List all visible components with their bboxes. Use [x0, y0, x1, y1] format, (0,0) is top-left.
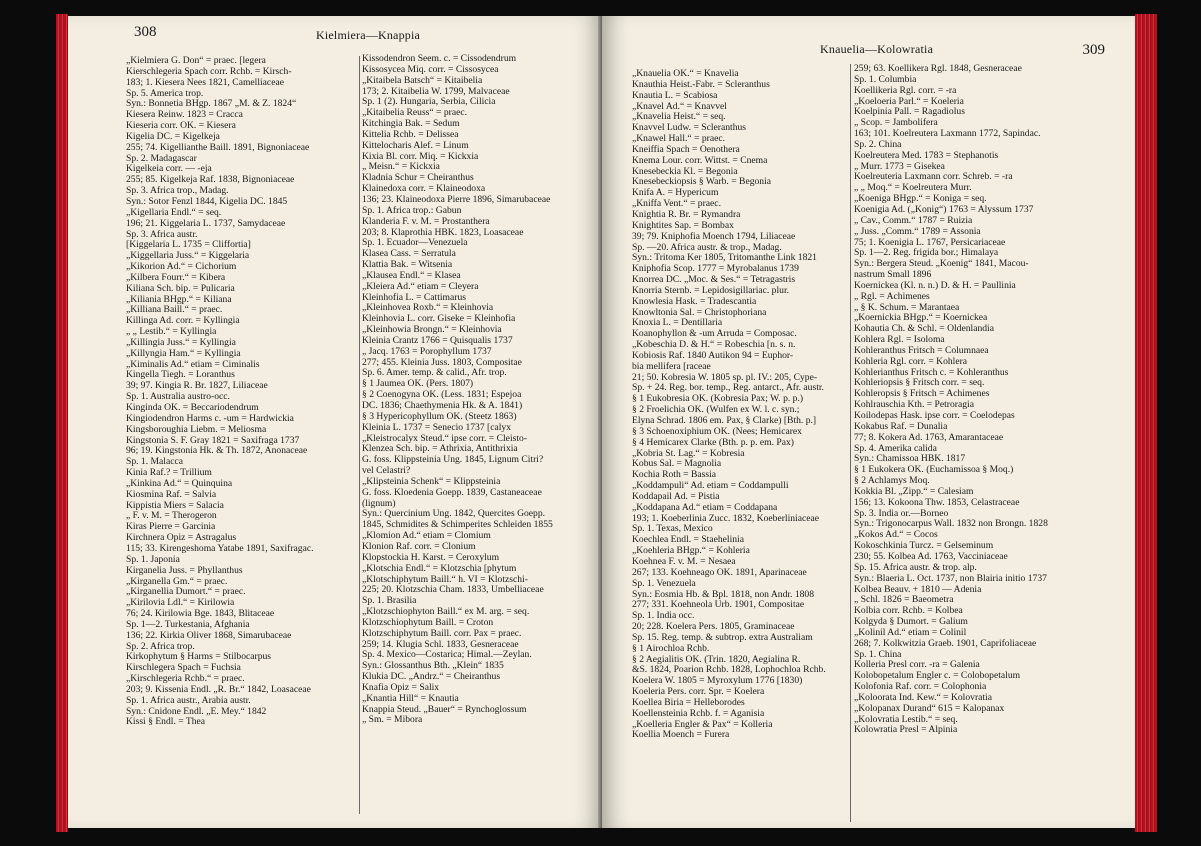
- dictionary-line: Kierschlegeria Spach corr. Rchb. = Kirsch-: [126, 66, 292, 77]
- dictionary-line: Kigelkeia corr. — -eja: [126, 164, 212, 175]
- dictionary-line: Kinginda OK. = Beccariodendrum: [126, 403, 259, 413]
- dictionary-line: „Kolovratia Lestib.“ = seq.: [854, 714, 958, 725]
- dictionary-line: Kirschlegera Spach = Fuchsia: [126, 663, 241, 674]
- dictionary-line: Kohleria Rgl. corr. = Kohlera: [854, 356, 968, 367]
- dictionary-line: „Koehleria BHgp.“ = Kohleria: [632, 546, 750, 557]
- dictionary-line: Sp. 1. Japonia: [126, 554, 180, 565]
- dictionary-line: Kohlrauschia Kth. = Petroragia: [854, 400, 974, 411]
- dictionary-line: Sp. 3. India or.—Borneo: [854, 508, 949, 519]
- dictionary-line: Knautia L. = Scabiosa: [632, 90, 718, 101]
- dictionary-line: § 2 Coenogyna OK. (Less. 1831; Espejoa: [362, 390, 522, 401]
- dictionary-line: „Killyngia Ham.“ = Kyllingia: [126, 348, 241, 359]
- dictionary-line: § 2 Aegialitis OK. (Trin. 1820, Aegialina R.: [632, 654, 801, 665]
- dictionary-line: Syn.: Chamissoa HBK. 1817: [854, 454, 966, 465]
- dictionary-line: 156; 13. Kokoona Thw. 1853, Celastraceae: [854, 497, 1020, 508]
- dictionary-line: 203; 8. Klaprothia HBK. 1823, Loasaceae: [362, 227, 524, 238]
- dictionary-line: Knesebeckiopsis § Warb. = Begonia: [632, 177, 772, 188]
- dictionary-line: Sp. 1—2. Reg. frigida bor.; Himalaya: [854, 248, 999, 259]
- dictionary-line: „Kiminalis Ad.“ etiam = Ciminalis: [126, 359, 260, 370]
- dictionary-line: nastrum Small 1896: [854, 270, 932, 281]
- dictionary-line: 267; 133. Koehneago OK. 1891, Aparinaceae: [632, 567, 807, 578]
- page-number: 308: [134, 24, 157, 40]
- dictionary-line: „ F. v. M. = Therogeron: [126, 511, 217, 522]
- book-edge-right: [1135, 14, 1157, 832]
- book-edge-left: [56, 14, 68, 832]
- dictionary-line: Koenigia Ad. („Konig“) 1763 = Alyssum 1737: [854, 204, 1034, 215]
- dictionary-line: Kissosycea Miq. corr. = Cissosycea: [362, 64, 499, 75]
- dictionary-line: 259; 63. Koellikera Rgl. 1848, Gesneraceae: [854, 64, 1022, 74]
- dictionary-line: Killinga Ad. corr. = Kyllingia: [126, 316, 240, 327]
- dictionary-line: Kolofonia Raf. corr. = Colophonia: [854, 682, 987, 693]
- dictionary-line: Knema Lour. corr. Wittst. = Cnema: [632, 155, 768, 166]
- left-column-1: [126, 56, 358, 728]
- dictionary-line: § 1 Eukobresia OK. (Kobresia Pax; W. p. p.): [632, 394, 804, 405]
- dictionary-line: 259; 14. Klugia Schl. 1833, Gesneraceae: [362, 639, 519, 650]
- dictionary-line: „Klotschia Endl.“ = Klotzschia [phytum: [362, 563, 517, 574]
- dictionary-line: Kleinhofia L. = Cattimarus: [362, 292, 466, 303]
- dictionary-line: Kirchnera Opiz = Astragalus: [126, 533, 237, 544]
- column-divider: [850, 64, 851, 822]
- dictionary-line: Klukia DC. „Andrz.“ = Cheiranthus: [362, 672, 501, 683]
- dictionary-line: 76; 24. Kirilowia Bge. 1843, Blitaceae: [126, 609, 275, 620]
- dictionary-line: 193; 1. Koeberlinia Zucc. 1832, Koeberliniaceae: [632, 513, 820, 524]
- dictionary-line: Kieseria corr. OK. = Kiesera: [126, 121, 236, 132]
- page-number: 309: [1082, 42, 1105, 58]
- right-page: [602, 16, 1135, 828]
- right-column-2: [854, 64, 1116, 736]
- dictionary-line: Sp. 2. Africa trop.: [126, 641, 195, 652]
- right-column-1: [632, 69, 850, 741]
- dictionary-line: „Koddampuli“ Ad. etiam = Coddampulli: [632, 481, 789, 492]
- dictionary-line: Knightites Sap. = Bombax: [632, 220, 734, 231]
- dictionary-line: Knowltonia Sal. = Christophoriana: [632, 307, 767, 318]
- dictionary-line: Kleinia L. 1737 = Senecio 1737 [calyx: [362, 422, 512, 433]
- dictionary-line: Knifa A. = Hypericum: [632, 188, 719, 199]
- dictionary-line: Klotzschiphytum Baill. corr. Pax = praec.: [362, 628, 522, 639]
- dictionary-line: Kingella Tiegh. = Loranthus: [126, 370, 235, 381]
- dictionary-line: Syn.: Bergera Steud. „Koenig“ 1841, Macou-: [854, 259, 1029, 270]
- dictionary-line: Kolbea Beauv. + 1810 — Adenia: [854, 584, 982, 595]
- dictionary-line: Sp. 4. Mexico—Costarica; Himal.—Zeylan.: [362, 650, 532, 661]
- dictionary-line: Kolowratia Presl = Alpinia: [854, 725, 958, 736]
- dictionary-line: Klainedoxa corr. = Klaineodoxa: [362, 184, 486, 195]
- dictionary-line: DC. 1836; Chaethymenia Hk. & A. 1841): [362, 401, 523, 411]
- dictionary-line: „Kilbera Fourr.“ = Kibera: [126, 272, 226, 283]
- dictionary-line: Kirkophytum § Harms = Stilbocarpus: [126, 652, 272, 663]
- dictionary-line: Sp. 6. Amer. temp. & calid., Afr. trop.: [362, 368, 507, 379]
- dictionary-line: „Koeniga BHgp.“ = Koniga = seq.: [854, 194, 987, 205]
- dictionary-line: „Klotzschiophyton Baill.“ ex M. arg. = seq.: [362, 607, 530, 618]
- dictionary-line: 75; 1. Koenigia L. 1767, Persicariaceae: [854, 237, 1006, 248]
- dictionary-line: 277; 331. Koehneola Urb. 1901, Compositae: [632, 600, 805, 611]
- dictionary-line: „Knauelia OK.“ = Knavelia: [632, 69, 739, 79]
- dictionary-line: Kohautia Ch. & Schl. = Oldenlandia: [854, 324, 994, 335]
- dictionary-line: Kneiffia Spach = Oenothera: [632, 144, 740, 155]
- dictionary-line: Kohleranthus Fritsch = Columnaea: [854, 345, 989, 356]
- dictionary-line: 230; 55. Kolbea Ad. 1763, Vacciniaceae: [854, 551, 1008, 562]
- dictionary-line: Knorrea DC. „Moc. & Ses.“ = Tetragastris: [632, 275, 796, 286]
- dictionary-line: G. foss. Kloedenia Goepp. 1839, Castaneaceae: [362, 487, 542, 498]
- dictionary-line: Kingstonia S. F. Gray 1821 = Saxifraga 1737: [126, 435, 300, 446]
- left-column-2: [362, 54, 588, 726]
- dictionary-line: § 2 Achlamys Moq.: [854, 476, 930, 487]
- dictionary-line: Sp. 1. Columbia: [854, 74, 917, 85]
- left-page: [68, 16, 602, 828]
- dictionary-line: „Klipsteinia Schenk“ = Klippsteinia: [362, 476, 501, 487]
- dictionary-line: Klenzea Sch. bip. = Athrixia, Antithrixia: [362, 444, 518, 455]
- dictionary-line: „Koloorata Ind. Kew.“ = Kolovratia: [854, 692, 992, 703]
- dictionary-line: Kobus Sal. = Magnolia: [632, 459, 722, 470]
- dictionary-line: „ Cav., Comm.“ 1787 = Ruizia: [854, 215, 973, 226]
- dictionary-line: „Kirschlegeria Rchb.“ = praec.: [126, 674, 245, 685]
- dictionary-line: Syn.: Tritoma Ker 1805, Tritomanthe Link 1821: [632, 253, 817, 264]
- dictionary-line: „Kirilovia Ldl.“ = Kirilowia: [126, 598, 235, 609]
- dictionary-line: „ Schl. 1826 = Baeometra: [854, 595, 954, 606]
- dictionary-line: 255; 85. Kigelkeja Raf. 1838, Bignoniaceae: [126, 175, 295, 186]
- dictionary-line: &S. 1824, Poarion Rchb. 1828, Lophochloa Rchb.: [632, 665, 826, 676]
- dictionary-line: Kissodendron Seem. c. = Cissodendrum: [362, 54, 517, 64]
- dictionary-line: „ Jacq. 1763 = Porophyllum 1737: [362, 346, 492, 357]
- dictionary-line: Koernickea (Kl. n. n.) D. & H. = Paullinia: [854, 280, 1016, 291]
- dictionary-line: „ Juss. „Comm.“ 1789 = Assonia: [854, 226, 981, 237]
- dictionary-line: Elyna Schrad. 1806 em. Pax, § Clarke) [Bth. p.]: [632, 416, 817, 426]
- dictionary-line: Sp. 1—2. Turkestania, Afghania: [126, 619, 250, 630]
- dictionary-line: Kittelia Rchb. = Delissea: [362, 129, 459, 140]
- dictionary-line: Kigelia DC. = Kigelkeja: [126, 131, 220, 142]
- dictionary-line: Syn.: Eosmia Hb. & Bpl. 1818, non Andr. 1808: [632, 589, 815, 600]
- dictionary-line: Kniphofia Scop. 1777 = Myrobalanus 1739: [632, 264, 799, 275]
- dictionary-line: 96; 19. Kingstonia Hk. & Th. 1872, Anonaceae: [126, 446, 308, 457]
- dictionary-line: „Kleiera Ad.“ etiam = Cleyera: [362, 281, 479, 292]
- dictionary-line: Syn.: Trigonocarpus Wall. 1832 non Brongn. 1828: [854, 519, 1048, 530]
- dictionary-line: 39; 97. Kingia R. Br. 1827, Liliaceae: [126, 381, 268, 392]
- dictionary-line: Kingsboroughia Liebm. = Meliosma: [126, 424, 267, 435]
- dictionary-line: „Kitaibelia Reuss“ = praec.: [362, 108, 468, 119]
- dictionary-line: § 1 Eukokera OK. (Euchamissoa § Moq.): [854, 465, 1014, 476]
- dictionary-line: „ „ Lestib.“ = Kyllingia: [126, 327, 217, 338]
- dictionary-line: 136; 22. Kirkia Oliver 1868, Simarubaceae: [126, 630, 292, 641]
- dictionary-line: Kohleriopsis § Fritsch corr. = seq.: [854, 378, 985, 389]
- dictionary-line: 21; 50. Kobresia W. 1805 sp. pl. IV.: 205, Cype-: [632, 372, 818, 383]
- dictionary-line: Koellensteinia Rchb. f. = Aganisia: [632, 708, 765, 719]
- dictionary-line: Syn.: Cnidone Endl. „E. Mey.“ 1842: [126, 706, 267, 717]
- dictionary-line: § 1 Airochloa Rchb.: [632, 643, 710, 654]
- dictionary-line: Sp. 1. Africa trop.: Gabun: [362, 205, 462, 216]
- dictionary-line: „Klausea Endl.“ = Klasea: [362, 270, 461, 281]
- dictionary-line: § 1 Jaumea OK. (Pers. 1807): [362, 379, 474, 390]
- dictionary-line: 173; 2. Kitaibelia W. 1799, Malvaceae: [362, 86, 510, 97]
- dictionary-line: Koechlea Endl. = Staehelinia: [632, 535, 744, 546]
- dictionary-line: 268; 7. Kolkwitzia Graeb. 1901, Caprifoliaceae: [854, 638, 1037, 649]
- dictionary-line: „Kobeschia D. & H.“ = Robeschia [n. s. n.: [632, 340, 796, 351]
- dictionary-line: „Killingia Juss.“ = Kyllingia: [126, 337, 236, 348]
- dictionary-line: Klotzschiophytum Baill. = Croton: [362, 617, 494, 628]
- dictionary-line: Syn.: Sotor Fenzl 1844, Kigelia DC. 1845: [126, 196, 288, 207]
- dictionary-line: „ Scop. = Jambolifera: [854, 118, 938, 129]
- dictionary-line: Kolobopetalum Engler c. = Colobopetalum: [854, 671, 1021, 682]
- dictionary-line: Kohleropsis § Fritsch = Achimenes: [854, 389, 990, 400]
- dictionary-line: „Kolinil Ad.“ etiam = Colinil: [854, 627, 967, 638]
- dictionary-line: Kiras Pierre = Garcinia: [126, 522, 216, 533]
- dictionary-line: 77; 8. Kokera Ad. 1763, Amarantaceae: [854, 432, 1004, 443]
- dictionary-line: „Koelleria Engler & Pax“ = Kolleria: [632, 719, 773, 730]
- dictionary-line: Kolleria Presl corr. -ra = Galenia: [854, 660, 980, 671]
- dictionary-line: „Kleinhowia Brongn.“ = Kleinhovia: [362, 325, 502, 336]
- dictionary-line: Kochia Roth = Bassia: [632, 470, 717, 481]
- dictionary-line: 20; 228. Koelera Pers. 1805, Graminaceae: [632, 622, 795, 633]
- dictionary-line: Kirganelia Juss. = Phyllanthus: [126, 565, 243, 576]
- dictionary-line: Kokkia Bl. „Zipp.“ = Calesiam: [854, 486, 974, 497]
- dictionary-line: bia mellifera [raceae: [632, 361, 711, 372]
- dictionary-line: „Koeloeria Parl.“ = Koeleria: [854, 96, 964, 107]
- dictionary-line: Sp. 1. Venezuela: [632, 578, 696, 589]
- dictionary-line: Sp. 1. Brasilia: [362, 596, 417, 607]
- dictionary-line: 183; 1. Kiesera Nees 1821, Camelliaceae: [126, 77, 284, 88]
- dictionary-line: Kittelocharis Alef. = Linum: [362, 140, 469, 151]
- dictionary-line: Sp. 1. Malacca: [126, 457, 184, 468]
- dictionary-line: Sp. 2. Madagascar: [126, 153, 197, 164]
- dictionary-line: Kobiosis Raf. 1840 Autikon 94 = Euphor-: [632, 350, 794, 361]
- dictionary-line: „ „ Moq.“ = Koelreutera Murr.: [854, 183, 972, 194]
- dictionary-line: Kokabus Raf. = Dunalia: [854, 421, 948, 432]
- dictionary-line: Kleinhovia L. corr. Giseke = Kleinhofia: [362, 314, 516, 325]
- dictionary-line: Kolbia corr. Rchb. = Kolbea: [854, 606, 963, 617]
- dictionary-line: G. foss. Klippsteinia Ung. 1845, Lignum Citri?: [362, 455, 544, 466]
- dictionary-line: „Kolopanax Durand“ 615 = Kalopanax: [854, 703, 1005, 714]
- dictionary-line: Koellia Moench = Furera: [632, 730, 730, 741]
- dictionary-line: Kinia Raf.? = Trillium: [126, 468, 212, 479]
- running-head: Kielmiera—Knappia: [316, 28, 421, 42]
- dictionary-line: Koelpinia Pall. = Ragadiolus: [854, 107, 965, 118]
- dictionary-line: Kladnia Schur = Cheiranthus: [362, 173, 474, 184]
- dictionary-line: Koehnea F. v. M. = Nesaea: [632, 556, 736, 567]
- dictionary-line: „Kielmiera G. Don“ = praec. [legera: [126, 56, 266, 66]
- dictionary-line: „ Murr. 1773 = Gisekea: [854, 161, 945, 172]
- dictionary-line: „Koddapana Ad.“ etiam = Coddapana: [632, 502, 778, 513]
- dictionary-line: Kitchingia Bak. = Sedum: [362, 119, 460, 130]
- dictionary-line: Koellikeria Rgl. corr. = -ra: [854, 85, 957, 96]
- dictionary-line: Kolgyda § Dumort. = Galium: [854, 617, 968, 628]
- dictionary-line: Sp. 1. Texas, Mexico: [632, 524, 713, 535]
- dictionary-line: Knightia R. Br. = Rymandra: [632, 209, 741, 220]
- dictionary-line: Kiosmina Raf. = Salvia: [126, 489, 217, 500]
- dictionary-line: vel Celastri?: [362, 466, 411, 477]
- dictionary-line: „Kigellaria Endl.“ = seq.: [126, 207, 222, 218]
- dictionary-line: Sp. 5. America trop.: [126, 88, 204, 99]
- dictionary-line: „ § K. Schum. = Marantaea: [854, 302, 960, 313]
- dictionary-line: Klopstockia H. Karst. = Ceroxylum: [362, 552, 500, 563]
- dictionary-line: Sp. + 24. Reg. bor. temp., Reg. antarct., Afr. austr.: [632, 383, 824, 394]
- dictionary-line: Kingiodendron Harms c. -um = Hardwickia: [126, 413, 294, 424]
- dictionary-line: Klasea Cass. = Serratula: [362, 249, 456, 260]
- dictionary-line: „Knavel Ad.“ = Knavvel: [632, 101, 727, 112]
- dictionary-line: Syn.: Quercinium Ung. 1842, Quercites Goepp.: [362, 509, 546, 520]
- dictionary-line: „Kitaibela Batsch“ = Kitaibelia: [362, 75, 483, 86]
- dictionary-line: [Kiggelaria L. 1735 = Cliffortia]: [126, 240, 251, 251]
- dictionary-line: „Kinkina Ad.“ = Quinquina: [126, 478, 233, 489]
- dictionary-line: „Kleistrocalyx Steud.“ ipse corr. = Cleisto-: [362, 433, 527, 444]
- dictionary-line: Sp. 1. Ecuador—Venezuela: [362, 238, 468, 249]
- dictionary-line: (lignum): [362, 498, 396, 509]
- dictionary-line: § 2 Froelichia OK. (Wulfen ex W. l. c. syn.;: [632, 405, 800, 416]
- dictionary-line: § 3 Hypericophyllum OK. (Steetz 1863): [362, 411, 517, 422]
- dictionary-line: Sp. 1. China: [854, 649, 902, 660]
- dictionary-line: „Kirganellia Dumort.“ = praec.: [126, 587, 246, 598]
- dictionary-line: Koanophyllon & -um Arruda = Composac.: [632, 329, 797, 340]
- dictionary-line: 115; 33. Kirengeshoma Yatabe 1891, Saxifragac.: [126, 543, 314, 554]
- dictionary-line: „Kokos Ad.“ = Cocos: [854, 530, 938, 541]
- dictionary-line: Kohlerianthus Fritsch c. = Kohleranthus: [854, 367, 1009, 378]
- dictionary-line: Knowlesia Hask. = Tradescantia: [632, 296, 757, 307]
- dictionary-line: Sp. 3. Africa trop., Madag.: [126, 186, 229, 197]
- dictionary-line: „Knavelia Heist.“ = seq.: [632, 112, 726, 123]
- dictionary-line: „Kirganella Gm.“ = praec.: [126, 576, 228, 587]
- dictionary-line: Sp. 1. Australia austro-occ.: [126, 392, 230, 403]
- dictionary-line: § 4 Hemicarex Clarke (Bth. p. p. em. Pax): [632, 437, 794, 448]
- dictionary-line: Koelreutera Med. 1783 = Stephanotis: [854, 150, 999, 161]
- dictionary-line: Kissi § Endl. = Thea: [126, 717, 206, 728]
- dictionary-line: Knoxia L. = Dentillaria: [632, 318, 723, 329]
- dictionary-line: Klattia Bak. = Witsenia: [362, 260, 453, 271]
- dictionary-line: Kleinia Crantz 1766 = Quisqualis 1737: [362, 335, 513, 346]
- dictionary-line: „Klotschiphytum Baill.“ h. VI = Klotzschi-: [362, 574, 528, 585]
- dictionary-line: „Koernickia BHgp.“ = Koernickea: [854, 313, 988, 324]
- dictionary-line: Sp. 1. India occ.: [632, 611, 695, 622]
- dictionary-line: Sp. —20. Africa austr. & trop., Madag.: [632, 242, 782, 253]
- dictionary-line: Sp. 1. Africa austr., Arabia austr.: [126, 695, 251, 706]
- dictionary-line: Koddapail Ad. = Pistia: [632, 491, 720, 502]
- dictionary-line: Kixia Bl. corr. Miq. = Kickxia: [362, 151, 479, 162]
- dictionary-line: Syn.: Glossanthus Bth. „Klein“ 1835: [362, 661, 504, 672]
- dictionary-line: 39; 79. Kniphofia Moench 1794, Liliaceae: [632, 231, 796, 242]
- dictionary-line: Sp. 2. China: [854, 139, 902, 150]
- dictionary-line: Knesebeckia Kl. = Begonia: [632, 166, 738, 177]
- dictionary-line: 1845, Schmidites & Schimperites Schleiden 1855: [362, 520, 553, 531]
- dictionary-line: „ Meisn.“ = Kickxia: [362, 162, 440, 173]
- dictionary-line: „Kleinhovea Roxb.“ = Kleinhovia: [362, 303, 494, 314]
- dictionary-line: Koelera W. 1805 = Myroxylum 1776 [1830): [632, 676, 803, 687]
- dictionary-line: 136; 23. Klaineodoxa Pierre 1896, Simarubaceae: [362, 194, 551, 205]
- dictionary-line: Koilodepas Hask. ipse corr. = Coelodepas: [854, 411, 1015, 421]
- dictionary-line: Klanderia F. v. M. = Prostanthera: [362, 216, 490, 227]
- dictionary-line: „ Rgl. = Achimenes: [854, 291, 930, 302]
- dictionary-line: Koeleria Pers. corr. Spr. = Koelera: [632, 687, 765, 698]
- dictionary-line: 225; 20. Klotzschia Cham. 1833, Umbelliaceae: [362, 585, 544, 596]
- dictionary-line: § 3 Schoenoxiphium OK. (Nees; Hemicarex: [632, 426, 802, 437]
- dictionary-line: Kohlera Rgl. = Isoloma: [854, 335, 945, 346]
- dictionary-line: „Killiana Baill.“ = praec.: [126, 305, 223, 316]
- dictionary-line: Knauthia Heist.-Fabr. = Scleranthus: [632, 79, 770, 90]
- dictionary-line: „Knantia Hill“ = Knautia: [362, 693, 459, 704]
- dictionary-line: Syn.: Bonnetia BHgp. 1867 „M. & Z. 1824“: [126, 99, 297, 110]
- dictionary-line: Knappia Steud. „Bauer“ = Rynchoglossum: [362, 704, 527, 715]
- dictionary-line: 255; 74. Kigellianthe Baill. 1891, Bignoniaceae: [126, 142, 310, 153]
- dictionary-line: „Kiggellaria Juss.“ = Kiggelaria: [126, 251, 250, 262]
- dictionary-line: Koellea Biria = Helleborodes: [632, 697, 745, 708]
- dictionary-line: „ Sm. = Mibora: [362, 715, 423, 726]
- dictionary-line: „Kiliania BHgp.“ = Kiliana: [126, 294, 232, 305]
- dictionary-line: 196; 21. Kiggelaria L. 1737, Samydaceae: [126, 218, 286, 229]
- dictionary-line: Knavvel Ludw. = Scleranthus: [632, 123, 747, 134]
- dictionary-line: 203; 9. Kissenia Endl. „R. Br.“ 1842, Loasaceae: [126, 684, 311, 695]
- dictionary-line: 277; 455. Kleinia Juss. 1803, Compositae: [362, 357, 522, 368]
- running-head: Knauelia—Kolowratia: [820, 42, 934, 56]
- dictionary-line: „Klomion Ad.“ etiam = Clomium: [362, 531, 491, 542]
- dictionary-line: „Kobria St. Lag.“ = Kobresia: [632, 448, 745, 459]
- dictionary-line: Kokoschkinia Turcz. = Gelseminum: [854, 541, 994, 552]
- dictionary-line: „Kikorion Ad.“ = Cichorium: [126, 262, 237, 273]
- dictionary-line: Sp. 15. Reg. temp. & subtrop. extra Australiam: [632, 632, 813, 643]
- dictionary-line: Sp. 1 (2). Hungaria, Serbia, Cilicia: [362, 97, 496, 108]
- dictionary-line: Klonion Raf. corr. = Clonium: [362, 541, 476, 552]
- dictionary-line: Knorria Sternb. = Lepidosigillariac. plur.: [632, 285, 790, 296]
- dictionary-line: Kiliana Sch. bip. = Pulicaria: [126, 283, 235, 294]
- dictionary-line: 163; 101. Koelreutera Laxmann 1772, Sapindac.: [854, 129, 1041, 140]
- dictionary-line: Koelreuteria Laxmann corr. Schreb. = -ra: [854, 172, 1013, 183]
- dictionary-line: Kippistia Miers = Salacia: [126, 500, 224, 511]
- column-divider: [359, 56, 360, 814]
- dictionary-line: Sp. 4. Amerika calida: [854, 443, 937, 454]
- dictionary-line: „Kniffa Vent.“ = praec.: [632, 199, 721, 210]
- dictionary-line: „Knawel Hall.“ = praec.: [632, 134, 726, 145]
- dictionary-line: Sp. 3. Africa austr.: [126, 229, 198, 240]
- dictionary-line: Kiesera Reinw. 1823 = Cracca: [126, 110, 243, 121]
- dictionary-line: Knafia Opiz = Salix: [362, 682, 440, 693]
- dictionary-line: Syn.: Blaeria L. Oct. 1737, non Blairia initio 1737: [854, 573, 1047, 584]
- dictionary-line: Sp. 15. Africa austr. & trop. alp.: [854, 562, 977, 573]
